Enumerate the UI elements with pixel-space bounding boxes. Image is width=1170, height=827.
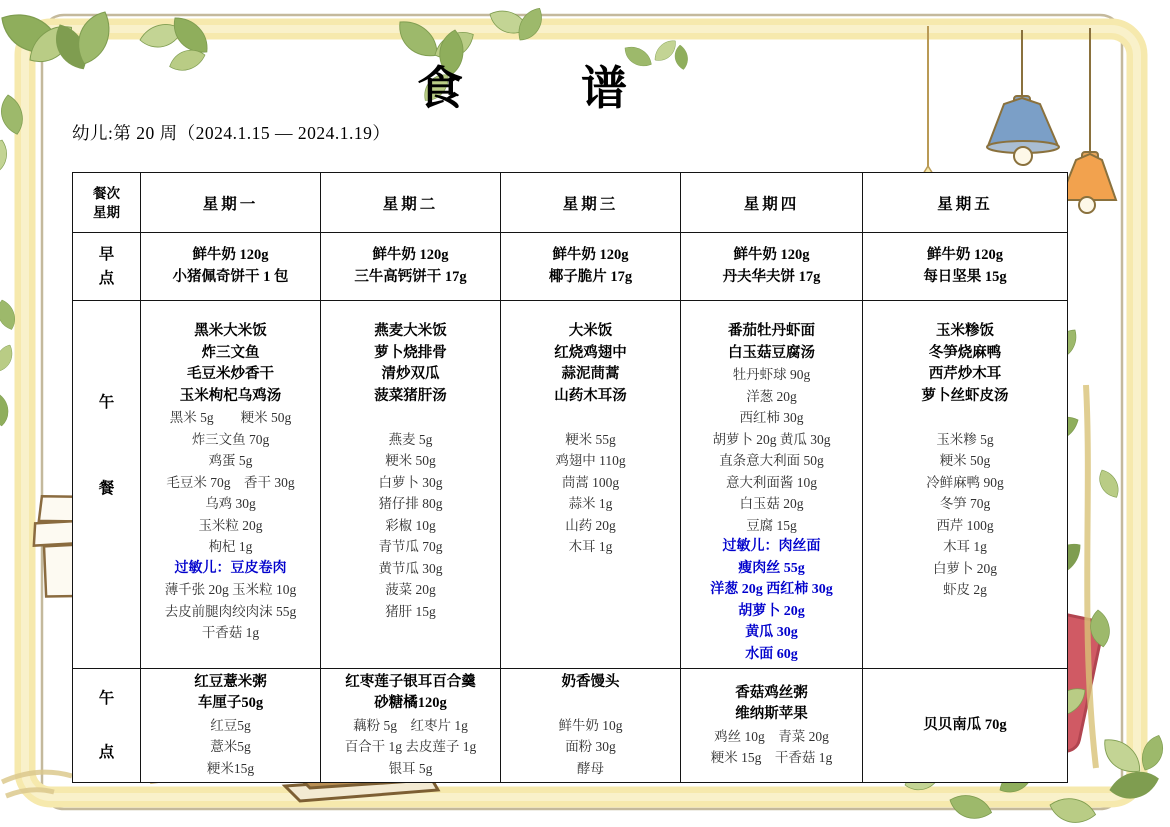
page-subtitle: 幼儿:第 20 周（2024.1.15 — 2024.1.19）: [72, 123, 391, 143]
menu-line: 虾皮 2g: [943, 582, 987, 597]
page-title-char: 食: [417, 63, 463, 114]
menu-line: 干香菇 1g: [201, 625, 260, 640]
row-label-char: 点: [98, 269, 115, 287]
menu-line: 燕麦 5g: [388, 431, 433, 447]
menu-line: 牡丹虾球 90g: [732, 367, 811, 382]
menu-line: 玉米糁 5g: [936, 431, 994, 447]
menu-cell-breakfast-day3: [501, 233, 681, 301]
menu-cell-lunch-day3: [501, 301, 681, 669]
menu-line: 小猪佩奇饼干 1 包: [172, 268, 289, 285]
menu-line: 白玉菇豆腐汤: [728, 344, 815, 361]
menu-line: 木耳 1g: [943, 539, 987, 554]
menu-line: 炸三文鱼 70g: [191, 431, 270, 447]
menu-line: 粳米 50g: [385, 453, 436, 468]
allergy-note: 洋葱 20g 西红柿 30g: [710, 582, 833, 597]
row-label-char: 午: [98, 393, 115, 411]
menu-line: 砂糖橘120g: [374, 695, 447, 712]
menu-line: 猪肝 15g: [385, 603, 436, 619]
allergy-note: 胡萝卜 20g: [738, 603, 805, 619]
menu-line: 玉米糁饭: [936, 323, 994, 339]
row-label-char: 餐: [98, 479, 115, 497]
menu-line: 红枣莲子银耳百合羹: [345, 673, 476, 690]
page-title-char: 谱: [581, 63, 627, 114]
menu-line: 燕麦大米饭: [374, 323, 447, 339]
menu-line: 西芹炒木耳: [928, 366, 1002, 382]
menu-cell-breakfast-day2: [321, 233, 501, 301]
menu-cell-lunch-day5: [863, 301, 1068, 669]
menu-line: 玉米枸杞乌鸡汤: [179, 387, 282, 404]
menu-line: 丹夫华夫饼 17g: [722, 268, 821, 285]
menu-line: 粳米15g: [206, 760, 255, 776]
menu-line: 意大利面酱 10g: [725, 474, 818, 490]
menu-cell-breakfast-day4: [681, 233, 863, 301]
menu-line: 西芹 100g: [936, 517, 994, 533]
menu-cell-lunch-day4: [681, 301, 863, 669]
menu-line: 茼蒿 100g: [561, 474, 620, 490]
menu-line: 木耳 1g: [568, 539, 613, 554]
menu-line: 蒜泥茼蒿: [561, 366, 620, 382]
menu-line: 粳米 50g: [939, 453, 991, 468]
menu-line: 胡萝卜 20g 黄瓜 30g: [712, 431, 831, 447]
allergy-note: 过敏儿：肉丝面: [722, 539, 821, 554]
menu-line: 鸡丝 10g 青菜 20g: [714, 728, 829, 744]
menu-cell-snack-day1: [141, 669, 321, 783]
menu-cell-snack-day4: [681, 669, 863, 783]
allergy-note: 瘦肉丝 55g: [738, 560, 805, 576]
menu-line: 玉米粒 20g: [198, 517, 263, 533]
menu-line: 黄节瓜 30g: [378, 560, 443, 576]
menu-line: 彩椒 10g: [385, 517, 436, 533]
menu-line: 百合干 1g 去皮莲子 1g: [344, 739, 477, 755]
menu-line: 红豆5g: [210, 717, 251, 733]
menu-line: 贝贝南瓜 70g: [923, 716, 1007, 733]
menu-line: 萝卜丝虾皮汤: [921, 387, 1009, 404]
menu-cell-breakfast-day5: [863, 233, 1068, 301]
menu-line: 萝卜烧排骨: [374, 344, 447, 361]
menu-line: 西红柿 30g: [739, 410, 804, 425]
menu-line: 鲜牛奶 120g: [192, 247, 269, 263]
menu-line: 直条意大利面 50g: [719, 453, 824, 468]
menu-line: 粳米 55g: [565, 431, 616, 447]
table-corner-header: [73, 173, 141, 233]
row-label-char: 午: [98, 689, 115, 707]
page-title: [72, 52, 972, 118]
menu-line: 菠菜 20g: [385, 582, 436, 597]
menu-line: 毛豆米炒香干: [187, 366, 274, 382]
day-header-3: 星期三: [501, 173, 681, 233]
menu-line: 大米饭: [568, 323, 613, 339]
menu-line: 白玉菇 20g: [739, 496, 804, 511]
menu-line: 白萝卜 30g: [378, 474, 443, 490]
menu-line: 银耳 5g: [388, 760, 433, 776]
menu-line: 黑米大米饭: [194, 323, 267, 339]
menu-line: 车厘子50g: [197, 695, 264, 712]
row-label-lunch: [73, 301, 141, 669]
menu-cell-snack-day3: [501, 669, 681, 783]
menu-cell-lunch-day2: [321, 301, 501, 669]
menu-line: 红豆薏米粥: [194, 673, 267, 690]
menu-table: [72, 172, 1068, 783]
menu-line: 鲜牛奶 120g: [733, 247, 810, 263]
menu-line: 鲜牛奶 120g: [552, 247, 629, 263]
menu-line: 鸡翅中 110g: [555, 453, 626, 468]
menu-line: 黑米 5g 粳米 50g: [169, 410, 292, 425]
menu-line: 洋葱 20g: [746, 388, 797, 404]
row-label-breakfast: [73, 233, 141, 301]
menu-cell-snack-day5: [863, 669, 1068, 783]
menu-line: 菠菜猪肝汤: [374, 387, 447, 404]
day-header-4: 星期四: [681, 173, 863, 233]
menu-cell-lunch-day1: [141, 301, 321, 669]
allergy-note: 水面 60g: [745, 646, 798, 662]
menu-line: 藕粉 5g 红枣片 1g: [353, 717, 468, 733]
menu-line: 椰子脆片 17g: [548, 268, 633, 285]
menu-line: 鲜牛奶 120g: [926, 247, 1004, 263]
corner-label: 星期: [93, 204, 120, 220]
menu-line: 乌鸡 30g: [205, 496, 256, 511]
menu-line: 冬笋 70g: [939, 496, 991, 511]
allergy-note: 过敏儿：豆皮卷肉: [174, 560, 287, 576]
menu-line: 香菇鸡丝粥: [735, 684, 808, 701]
row-label-char: 早: [98, 245, 115, 263]
menu-line: 面粉 30g: [565, 739, 616, 755]
menu-line: 清炒双瓜: [381, 366, 440, 382]
menu-line: 薄千张 20g 玉米粒 10g: [164, 582, 297, 597]
menu-line: 山药 20g: [565, 517, 616, 533]
menu-line: 去皮前腿肉绞肉沫 55g: [164, 603, 297, 619]
menu-line: 山药木耳汤: [554, 387, 627, 404]
menu-line: 粳米 15g 干香菇 1g: [710, 750, 833, 765]
allergy-note: 黄瓜 30g: [745, 625, 798, 640]
menu-line: 三牛高钙饼干 17g: [354, 268, 467, 285]
menu-line: 豆腐 15g: [746, 517, 797, 533]
menu-line: 青节瓜 70g: [378, 539, 443, 554]
menu-line: 冬笋烧麻鸭: [928, 344, 1002, 361]
menu-line: 冷鲜麻鸭 90g: [926, 474, 1004, 490]
corner-label: 餐次: [93, 185, 120, 201]
menu-line: 酵母: [577, 760, 604, 776]
menu-line: 番茄牡丹虾面: [728, 323, 815, 339]
menu-line: 蒜米 1g: [568, 496, 613, 511]
row-label-char: 点: [98, 743, 115, 761]
menu-line: 薏米5g: [210, 739, 251, 755]
menu-line: 奶香馒头: [561, 673, 620, 690]
day-header-2: 星期二: [321, 173, 501, 233]
menu-line: 炸三文鱼: [201, 344, 260, 361]
menu-line: 毛豆米 70g 香干 30g: [166, 474, 295, 490]
menu-line: 猪仔排 80g: [378, 496, 443, 511]
menu-line: 枸杞 1g: [208, 539, 253, 554]
menu-line: 红烧鸡翅中: [554, 344, 627, 361]
day-header-5: 星期五: [863, 173, 1068, 233]
day-header-1: 星期一: [141, 173, 321, 233]
menu-cell-snack-day2: [321, 669, 501, 783]
menu-line: 维纳斯苹果: [735, 706, 808, 722]
menu-line: 每日坚果 15g: [923, 268, 1007, 285]
menu-line: 鸡蛋 5g: [208, 453, 253, 468]
menu-line: 鲜牛奶 120g: [372, 247, 449, 263]
menu-cell-breakfast-day1: [141, 233, 321, 301]
menu-line: 鲜牛奶 10g: [558, 717, 623, 733]
row-label-snack: [73, 669, 141, 783]
menu-line: 白萝卜 20g: [932, 560, 998, 576]
